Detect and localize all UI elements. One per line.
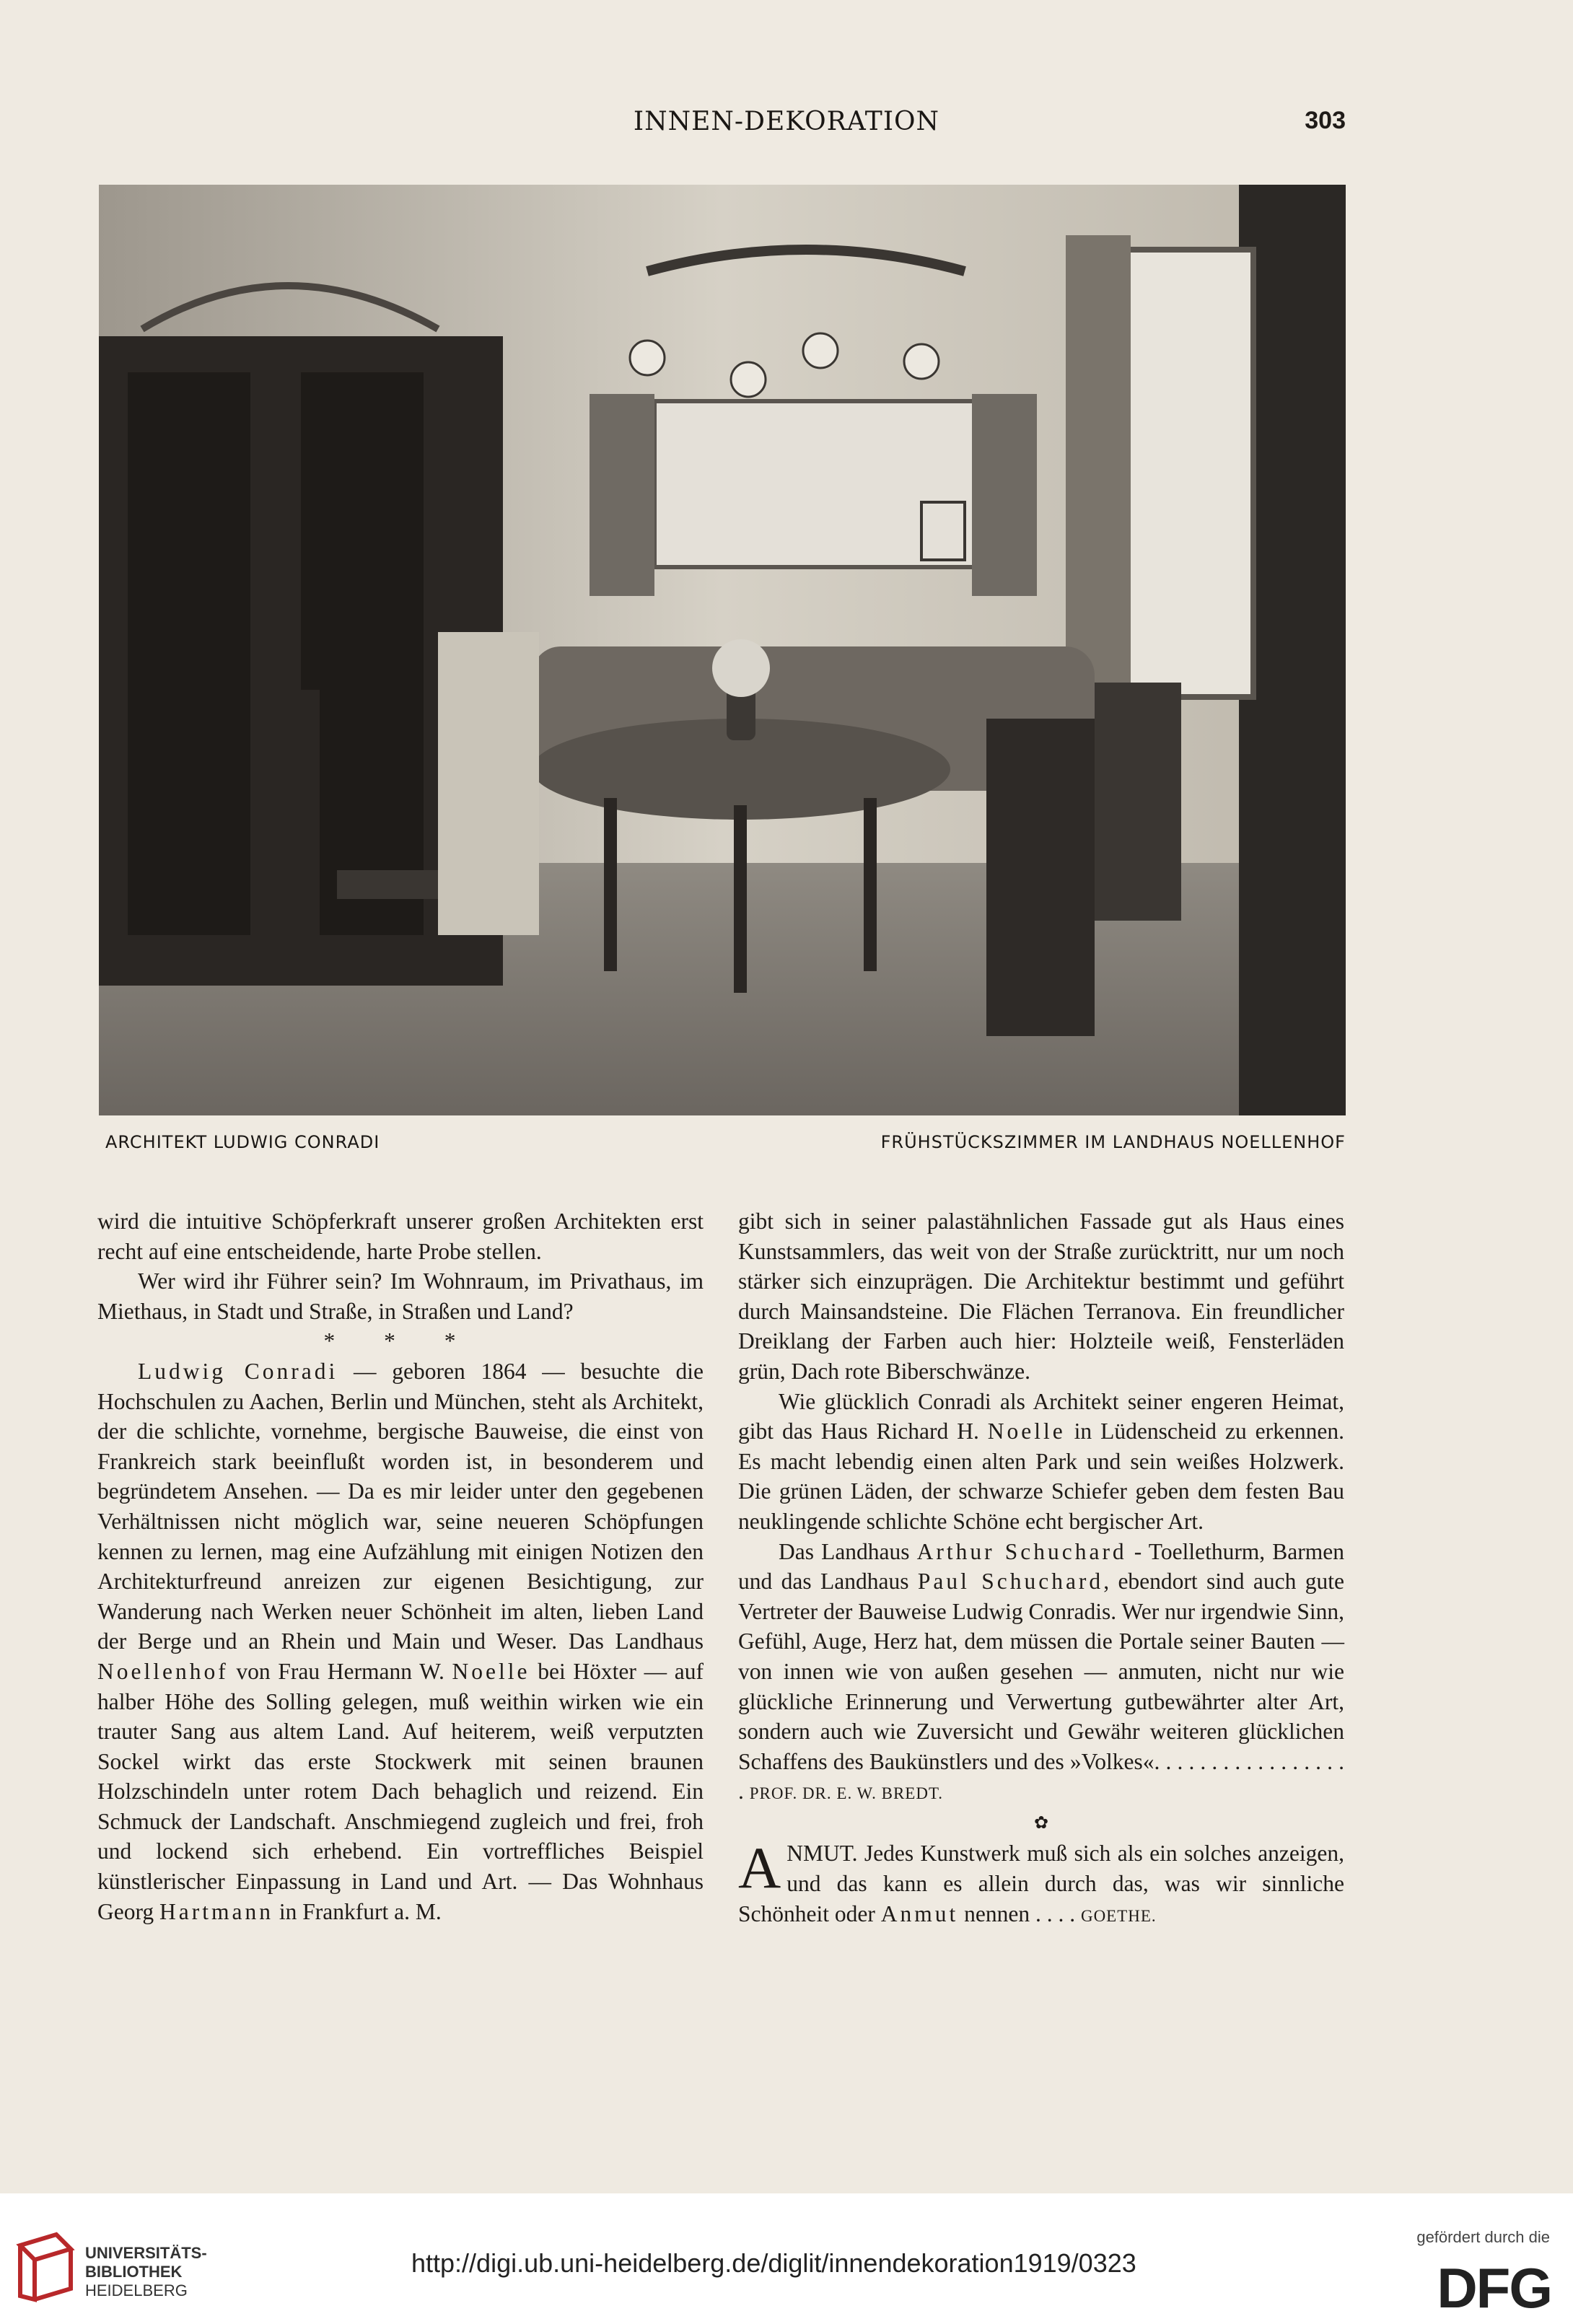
text-run: - Toellethurm, Barmen und das Landhaus <box>738 1538 1344 1595</box>
spaced-word-anmut: Anmut <box>880 1900 959 1926</box>
right-paragraph-1: gibt sich in seiner palastähnlichen Fassade gut als Haus eines Kunstsammlers, das weit von der Straße zurücktritt, nur um noch stärker sich einzuprägen. Die Architektur bestimmt und geführt durch Mainsandsteine. Die Flächen Terranova. Ein freundlicher Dreiklang der Farben auch hier: Holzteile weiß, Fensterläden grün, Dach rote Biberschwänze. <box>738 1209 1344 1384</box>
spaced-name-hartmann: Hartmann <box>159 1898 273 1924</box>
text-run: in Frankfurt a. M. <box>273 1898 442 1924</box>
text-run: von Frau Hermann W. <box>228 1658 452 1684</box>
ornament-icon: ✿ <box>1033 1813 1049 1833</box>
spaced-name-noellenhof: Noellenhof <box>97 1658 229 1684</box>
text-run: in Lüdenscheid zu erkennen. Es macht lebendig einen alten Park und sein weißes Holzwerk. Die grünen Läden, der schwarze Schiefer geben dem festen Bau neuklingende schlichte Schöne echt bergischer Art. <box>738 1418 1344 1534</box>
text-run: bei Höxter — auf halber Höhe des Solling gelegen, muß weithin wirken wie ein trauter Sang aus altem Land. Auf heiterem, weiß verputzten Sockel wirkt das erste Stockwerk mit seinen braunen Holzschindeln unter rotem Dach behaglich und reizend. Ein Schmuck der Landschaft. Anschmiegend zugleich und frei, froh und lockend sich erhebend. Ein vortreffliches Beispiel künstlerischer Einpassung in Land und Art. — Das Wohnhaus Georg <box>97 1658 704 1924</box>
running-title: INNEN-DEKORATION <box>633 107 940 136</box>
right-paragraph-2 <box>738 1387 1344 1537</box>
text-run: , ebendort sind auch gute Vertreter der Bauweise Ludwig Conradis. Wer nur irgendwie Sinn, Gefühl, Auge, Herz hat, dem müssen die Portale seiner Bauten — von innen wie von außen gesehen — anmuten, nicht nur wie glückliche Erinnerung und Verwertung gutbewährter alter Art, sondern auch wie Zuversicht und Gewähr weiteren glücklichen Schaffens des Baukünstlers und des »Volkes«. . . . . . . . . . . . . . . . . . <box>738 1569 1344 1805</box>
interior-photograph <box>99 185 1346 1115</box>
text-run: — geboren 1864 — besuchte die Hochschulen zu Aachen, Berlin und München, steht als Architekt, der die schlichte, vornehme, bergische Bauweise, die einst von Frankreich stark beeinflußt worden ist, in besonderem und begründetem Ansehen. — Da es mir leider unter den gegebenen Verhältnissen nicht möglich war, seine neueren Schöpfungen kennen zu lernen, mag eine Aufzählung mit einigen Notizen den Architekturfreund anreizen zur eigenen Besichtigung, zur Wanderung nach Werken neuer Schönheit im alten, lieben Land der Berge und an Rhein und Main und Weser. Das Landhaus <box>97 1358 704 1654</box>
library-name-line: HEIDELBERG <box>85 2281 188 2299</box>
left-paragraph-3 <box>97 1356 704 1926</box>
text-run: nennen . . . . <box>958 1900 1081 1926</box>
text-run: Das Landhaus <box>779 1538 917 1564</box>
quote-attribution: GOETHE. <box>1080 1906 1157 1925</box>
spaced-name-arthur-schuchard: Arthur Schuchard <box>916 1538 1127 1564</box>
library-name-line: UNIVERSITÄTS- <box>85 2244 207 2262</box>
figure-caption-title: FRÜHSTÜCKSZIMMER IM LANDHAUS NOELLENHOF <box>880 1132 1346 1152</box>
author-signature: PROF. DR. E. W. BREDT. <box>749 1784 944 1803</box>
library-name-line: BIBLIOTHEK <box>85 2263 183 2281</box>
permalink-url[interactable]: http://digi.ub.uni-heidelberg.de/diglit/innendekoration1919/0323 <box>411 2248 1136 2278</box>
spaced-name-conradi: Ludwig Conradi <box>138 1358 338 1384</box>
page-number: 303 <box>1305 107 1346 134</box>
goethe-quote <box>738 1835 1344 1931</box>
university-library-logo-icon <box>13 2231 78 2303</box>
drop-cap: A <box>738 1835 781 1901</box>
figure-caption-architect: ARCHITEKT LUDWIG CONRADI <box>105 1132 380 1152</box>
right-paragraph-3 <box>738 1537 1344 1809</box>
right-column <box>738 1206 1344 1931</box>
breakfast-room-photo <box>99 185 1346 1115</box>
text-run: Wie glücklich Conradi als Architekt seiner engeren Heimat, gibt das Haus Richard H. <box>738 1388 1344 1444</box>
funding-note: gefördert durch die <box>1416 2228 1550 2246</box>
left-paragraph-1: wird die intuitive Schöpferkraft unserer großen Architekten erst recht auf eine entscheidende, harte Probe stellen. <box>97 1209 704 1264</box>
spaced-name-noelle: Noelle <box>987 1418 1066 1444</box>
digitization-footer <box>0 2193 1573 2324</box>
text-run: NMUT. Jedes Kunstwerk muß sich als ein solches anzeigen, und das kann es allein durch das, was wir sinnliche Schönheit oder <box>738 1841 1344 1926</box>
spaced-name-paul-schuchard: Paul Schuchard <box>917 1569 1104 1595</box>
library-name <box>85 2244 207 2300</box>
left-column <box>97 1206 704 1926</box>
left-paragraph-2: Wer wird ihr Führer sein? Im Wohnraum, im Privathaus, im Miethaus, in Stadt und Straße, in Straßen und Land? <box>97 1268 704 1324</box>
dfg-logo: DFG <box>1437 2256 1551 2320</box>
spaced-name-noelle: Noelle <box>452 1658 530 1684</box>
section-break-stars: * * * <box>323 1328 478 1354</box>
